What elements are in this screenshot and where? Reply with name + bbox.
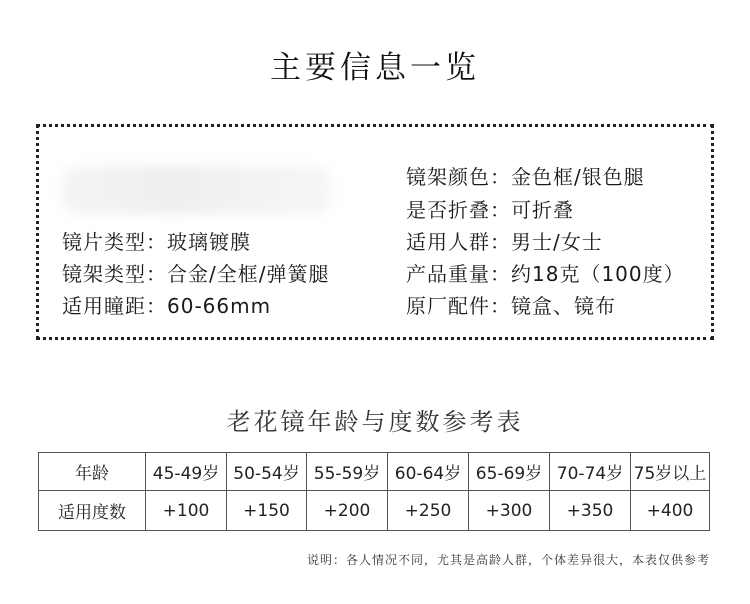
info-value: 60-66mm	[167, 294, 272, 318]
info-value: 可折叠	[511, 198, 574, 222]
degree-cell: +100	[146, 491, 227, 531]
age-cell: 60-64岁	[388, 453, 469, 491]
info-key: 产品重量：	[406, 262, 511, 286]
table-row-degree	[39, 491, 710, 531]
age-cell: 75岁以上	[631, 453, 710, 491]
info-row-foldable	[406, 194, 574, 223]
degree-cell: +250	[388, 491, 469, 531]
info-value: 玻璃镀膜	[167, 230, 251, 254]
info-key: 适用瞳距：	[62, 294, 167, 318]
degree-cell: +300	[469, 491, 550, 531]
table-title: 老花镜年龄与度数参考表	[226, 408, 524, 436]
table-row-age	[39, 453, 710, 491]
age-cell: 70-74岁	[550, 453, 631, 491]
info-value: 镜盒、镜布	[511, 294, 616, 318]
info-row-weight	[406, 258, 685, 287]
age-cell: 65-69岁	[469, 453, 550, 491]
info-row-frame-type	[62, 258, 329, 287]
degree-cell: +200	[307, 491, 388, 531]
info-row-accessories	[406, 290, 616, 319]
info-key: 原厂配件：	[406, 294, 511, 318]
info-value: 男士/女士	[511, 230, 603, 254]
info-value: 约18克（100度）	[511, 262, 685, 286]
row-header-degree: 适用度数	[39, 491, 146, 531]
page-title: 主要信息一览	[270, 50, 480, 86]
age-cell: 45-49岁	[146, 453, 227, 491]
age-cell: 55-59岁	[307, 453, 388, 491]
info-row-target-users	[406, 226, 603, 255]
age-degree-table	[38, 452, 710, 531]
info-key: 适用人群：	[406, 230, 511, 254]
info-key: 镜架类型：	[62, 262, 167, 286]
info-value: 合金/全框/弹簧腿	[167, 262, 330, 286]
info-row-lens-type	[62, 226, 251, 255]
blurred-region	[62, 166, 332, 214]
info-row-pupil-distance	[62, 290, 271, 319]
degree-cell: +150	[227, 491, 307, 531]
info-key: 镜片类型：	[62, 230, 167, 254]
degree-cell: +350	[550, 491, 631, 531]
info-row-frame-color	[406, 161, 645, 190]
age-cell: 50-54岁	[227, 453, 307, 491]
info-key: 镜架颜色：	[406, 165, 511, 189]
degree-cell: +400	[631, 491, 710, 531]
info-key: 是否折叠：	[406, 198, 511, 222]
row-header-age: 年龄	[39, 453, 146, 491]
info-value: 金色框/银色腿	[511, 165, 645, 189]
disclaimer-note: 说明：各人情况不同，尤其是高龄人群，个体差异很大，本表仅供参考	[306, 553, 710, 567]
